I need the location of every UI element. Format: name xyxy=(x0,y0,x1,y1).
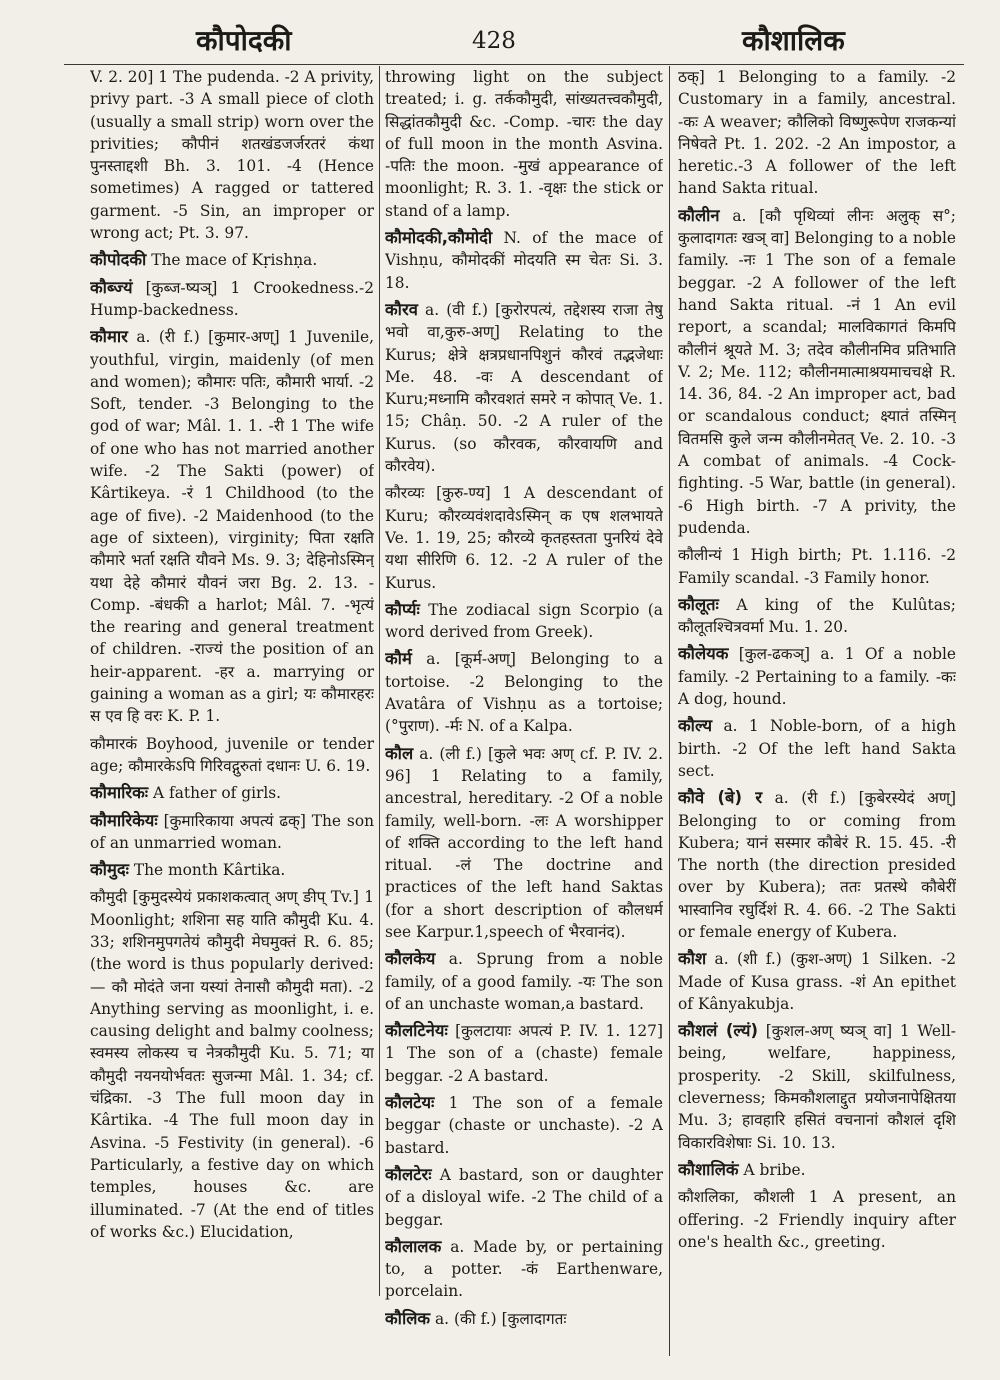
entry-definition: कौलीन्यं 1 High birth; Pt. 1.116. -2 Family scandal. -3 Family honor. xyxy=(678,546,956,587)
column-divider-2 xyxy=(669,66,670,1356)
entry-definition: ठक्] 1 Belonging to a family. -2 Customary in a family, ancestral. -कः A weaver; कौलिको विष्णुरूपेण राजकन्यां निषेवते Pt. 1. 202. -2 An impostor, a heretic.-3 A follower of the left hand Sakta ritual. xyxy=(678,68,956,198)
entry-definition: a. (शी f.) (कुश-अण्) 1 Silken. -2 Made of Kusa grass. -शं An epithet of Kânyakubja. xyxy=(678,950,956,1013)
entry-headword: कौपोदकी xyxy=(90,250,147,270)
page-header xyxy=(0,18,1000,64)
entry-definition: a. [कूर्म-अण्] Belonging to a tortoise. -2 Belonging to the Avatâra of Vishṇu as a tortoise; (°पुराण). -र्मः N. of a Kalpa. xyxy=(385,650,663,736)
column-2 xyxy=(385,66,663,1366)
entry-definition: N. of the mace of Vishṇu, कौमोदकीं मोदयति स्म चेतः Si. 3. 18. xyxy=(385,229,663,292)
dictionary-entry xyxy=(90,277,374,322)
dictionary-entry xyxy=(385,66,663,222)
dictionary-entry xyxy=(385,299,663,477)
column-divider-1 xyxy=(379,66,380,1296)
entry-headword: कौमोदकी,कौमोदी xyxy=(385,228,493,248)
dictionary-entry xyxy=(678,594,956,639)
entry-headword: कौशालिकं xyxy=(678,1159,739,1179)
entry-headword: कौल xyxy=(385,743,414,763)
entry-headword: कौलूतः xyxy=(678,594,719,614)
dictionary-entry xyxy=(90,859,374,881)
entry-definition: a. (ली f.) [कुले भवः अण् cf. P. IV. 2. 96] 1 Relating to a family, ancestral, hereditary. -2 Of a noble family, well-born. -लः A worshipper of शक्ति according to the left hand ritual. -लं The doctrine and practices of the left hand Saktas (for a short description of कौलधर्म see Karpur.1,speech of भैरवानंद). xyxy=(385,744,663,941)
dictionary-entry xyxy=(385,743,663,944)
entry-definition: कौमारकं Boyhood, juvenile or tender age; कौमारकेऽपि गिरिवद्गुरुतां दधानः U. 6. 19. xyxy=(90,734,374,775)
entry-headword: कौशलं (ल्यं) xyxy=(678,1021,759,1041)
dictionary-entry xyxy=(385,599,663,644)
entry-definition: a. (री f.) [कुमार-अण्] 1 Juvenile, youthful, virgin, maidenly (of men and women); कौमारः पतिः, कौमारी भार्या. -2 Soft, tender. -3 Belonging to the god of war; Mâl. 1. 1. -री 1 The wife of one who has not married another wife. -2 The Sakti (power) of Kârtikeya. -रं 1 Childhood (to the age of five). -2 Maidenhood (to the age of sixteen), virginity; पिता रक्षति कौमारे भर्ता रक्षति यौवने Ms. 9. 3; देहिनोऽस्मिन् यथा देहे कौमारं यौवनं जरा Bg. 2. 13. -Comp. -बंधकी a harlot; Mâl. 7. -भृत्यं the rearing and general treatment of children. -राज्यं the position of an heir-apparent. -हर a. marrying or gaining a woman as a girl; यः कौमारहरः स एव हि वरः K. P. 1. xyxy=(90,328,374,726)
dictionary-entry xyxy=(90,249,374,271)
dictionary-entry xyxy=(385,1236,663,1303)
dictionary-entry xyxy=(678,205,956,539)
entry-definition: [कुब्ज-ष्यञ्] 1 Crookedness.-2 Hump-backedness. xyxy=(90,278,374,319)
dictionary-entry xyxy=(385,227,663,294)
entry-definition: a. Sprung from a noble family, of a good family. -यः The son of an unchaste woman,a bastard. xyxy=(385,950,663,1013)
dictionary-entry xyxy=(385,1020,663,1087)
header-rule xyxy=(64,64,964,65)
dictionary-entry xyxy=(90,810,374,855)
entry-definition: The zodiacal sign Scorpio (a word derived from Greek). xyxy=(385,600,663,642)
entry-definition: V. 2. 20] 1 The pudenda. -2 A privity, privy part. -3 A small piece of cloth (usually a small strip) worn over the privities; कौपीनं शतखंडजर्जरतरं कंथा पुनस्ताद्दशी Bh. 3. 101. -4 (Hence sometimes) A ragged or tattered garment. -5 Sin, an improper or wrong act; Pt. 3. 97. xyxy=(90,68,374,243)
entry-headword: कौलालक xyxy=(385,1236,442,1256)
entry-headword: कौलकेय xyxy=(385,949,436,969)
dictionary-entry xyxy=(678,544,956,589)
dictionary-entry xyxy=(678,66,956,200)
entry-headword: कौर्म xyxy=(385,649,412,669)
entry-definition: The mace of Kṛishṇa. xyxy=(151,251,318,270)
entry-headword: कौर्प्यः xyxy=(385,599,420,619)
entry-definition: throwing light on the subject treated; i. g. तर्ककौमुदी, सांख्यतत्त्वकौमुदी, सिद्धांतकौमुदी &c. -Comp. -चारः the day of full moon in the month Asvina. -पतिः the moon. -मुखं appearance of moonlight; R. 3. 1. -वृक्षः the stick or stand of a lamp. xyxy=(385,68,663,220)
dictionary-entry xyxy=(90,66,374,244)
entry-definition: a. Made by, or pertaining to, a potter. -कं Earthenware, porcelain. xyxy=(385,1237,663,1301)
column-1 xyxy=(90,66,374,1316)
dictionary-entry xyxy=(678,1159,956,1181)
entry-headword: कौलटेयः xyxy=(385,1093,435,1113)
entry-headword: कौश xyxy=(678,949,707,969)
dictionary-entry xyxy=(90,326,374,727)
entry-definition: A bastard, son or daughter of a disloyal wife. -2 The child of a beggar. xyxy=(385,1165,663,1229)
entry-definition: a. (वी f.) [कुरोरपत्यं, तद्देशस्य राजा तेषु भवो वा,कुरु-अण्] Relating to the Kurus; क्षेत्रे क्षत्रप्रधानपिशुनं कौरवं तद्भजेथाः Me. 48. -वः A descendant of Kuru;मध्नामि कौरवशतं समरे न कोपात् Ve. 1. 15; Châṇ. 50. -2 A ruler of the Kurus. (so कौरवक, कौरवायणि and कौरवेय). xyxy=(385,300,663,476)
entry-headword: कौलिक xyxy=(385,1308,431,1328)
dictionary-entry xyxy=(385,482,663,593)
dictionary-entry xyxy=(385,948,663,1015)
dictionary-entry xyxy=(678,1186,956,1253)
dictionary-entry xyxy=(678,948,956,1015)
dictionary-entry xyxy=(90,782,374,804)
entry-definition: a. (की f.) [कुलादागतः xyxy=(434,1309,567,1328)
entry-definition: कौरव्यः [कुरु-ण्य] 1 A descendant of Kuru; कौरव्यवंशदावेऽस्मिन् क एष शलभायते Ve. 1. 19, 25; कौरव्ये कृतहस्तता पुनरियं देवे यथा सीरिणि 6. 12. -2 A ruler of the Kurus. xyxy=(385,484,663,592)
entry-headword: कौल्य xyxy=(678,716,713,736)
entry-headword: कौरव xyxy=(385,299,418,319)
dictionary-entry xyxy=(678,1020,956,1154)
dictionary-entry xyxy=(385,648,663,737)
entry-headword: कौलटिनेयः xyxy=(385,1021,448,1041)
entry-headword: कौलेयक xyxy=(678,644,729,664)
entry-headword: कौमारिकः xyxy=(90,783,149,803)
entry-definition: [कुल-ढकञ्] a. 1 Of a noble family. -2 Pertaining to a family. -कः A dog, hound. xyxy=(678,645,956,709)
entry-definition: a. 1 Noble-born, of a high birth. -2 Of the left hand Sakta sect. xyxy=(678,717,956,780)
dictionary-entry xyxy=(678,643,956,710)
entry-headword: कौमुदः xyxy=(90,860,129,880)
entry-definition: The month Kârtika. xyxy=(133,861,286,880)
dictionary-entry xyxy=(678,787,956,943)
entry-definition: a. [कौ पृथिव्यां लीनः अलुक् स°; कुलादागतः खञ् वा] Belonging to a noble family. -नः 1 The son of a female beggar. -2 A follower of the left hand Sakta ritual. -नं 1 An evil report, a scandal; मालविकागतं किमपि कौलीनं श्रूयते M. 3; तदेव कौलीनमिव प्रतिभाति V. 2; Me. 112; कौलीनमात्माश्रयमाचचक्षे R. 14. 36, 84. -2 An improper act, bad or scandalous conduct; क्ष्यातं तस्मिन् वितमसि कुले जन्म कौलीनमेतत् Ve. 2. 10. -3 A combat of animals. -4 Cock-fighting. -5 War, battle (in general). -6 High birth. -7 A privity, the pudenda. xyxy=(678,206,956,537)
dictionary-entry xyxy=(90,733,374,778)
entry-definition: 1 The son of a female beggar (chaste or unchaste). -2 A bastard. xyxy=(385,1094,663,1157)
entry-definition: [कुलटायाः अपत्यं P. IV. 1. 127] 1 The son of a (chaste) female beggar. -2 A bastard. xyxy=(385,1022,663,1085)
page-number: 428 xyxy=(472,28,516,54)
entry-definition: A father of girls. xyxy=(153,784,282,803)
entry-headword: कौब्ज्यं xyxy=(90,277,133,297)
entry-headword: कौमारिकेयः xyxy=(90,810,158,830)
column-3 xyxy=(678,66,956,1336)
entry-definition: [कुमारिकाया अपत्यं ढक्] The son of an unmarried woman. xyxy=(90,811,374,852)
entry-headword: कौवे (बे) र xyxy=(678,788,763,808)
left-running-headword: कौपोदकी xyxy=(196,24,292,57)
dictionary-entry xyxy=(90,886,374,1243)
dictionary-entry xyxy=(385,1164,663,1231)
entry-definition: A king of the Kulûtas; कौलूतश्चित्रवर्मा Mu. 1. 20. xyxy=(678,595,956,637)
dictionary-entry xyxy=(385,1092,663,1159)
entry-headword: कौलटेरः xyxy=(385,1164,432,1184)
dictionary-entry xyxy=(385,1308,663,1330)
entry-definition: कौमुदी [कुमुदस्येयं प्रकाशकत्वात् अण् ङीप् Tv.] 1 Moonlight; शशिना सह याति कौमुदी Ku. 4. 33; शशिनमुपगतेयं कौमुदी मेघमुक्तं R. 6. 85; (the word is thus popularly derived:— कौ मोदंते जना यस्यां तेनासौ कौमुदी मता). -2 Anything serving as moonlight, i. e. causing delight and balmy coolness; स्वमस्य लोकस्य च नेत्रकौमुदी Ku. 5. 71; या कौमुदी नयनयोर्भवतः सुजन्मा Mâl. 1. 34; cf. चंद्रिका. -3 The full moon day in Kârtika. -4 The full moon day in Asvina. -5 Festivity (in general). -6 Particularly, a festive day on which temples, houses &c. are illuminated. -7 (At the end of titles of works &c.) Elucidation, xyxy=(90,888,374,1241)
entry-headword: कौमार xyxy=(90,327,128,347)
entry-definition: A bribe. xyxy=(743,1160,806,1179)
entry-headword: कौलीन xyxy=(678,205,720,225)
entry-definition: a. (री f.) [कुबेरस्येदं अण्] Belonging to or coming from Kubera; यानं सस्मार कौबेरं R. 15. 45. -री The north (the direction presided over by Kubera); ततः प्रतस्थे कौबेरीं भास्वानिव रघुर्दिशं R. 4. 66. -2 The Sakti or female energy of Kubera. xyxy=(678,789,956,941)
entry-definition: [कुशल-अण् ष्यञ् वा] 1 Well-being, welfare, happiness, prosperity. -2 Skill, skilfulness, cleverness; किमकौशलाद्दुत प्रयोजनापेक्षितया Mu. 3; हावहारि हसितं वचनानां कौशलं दृशि विकारविशेषाः Si. 10. 13. xyxy=(678,1022,956,1152)
entry-definition: कौशलिका, कौशली 1 A present, an offering. -2 Friendly inquiry after one's health &c., greeting. xyxy=(678,1188,956,1251)
right-running-headword: कौशालिक xyxy=(742,24,845,57)
dictionary-entry xyxy=(678,715,956,782)
